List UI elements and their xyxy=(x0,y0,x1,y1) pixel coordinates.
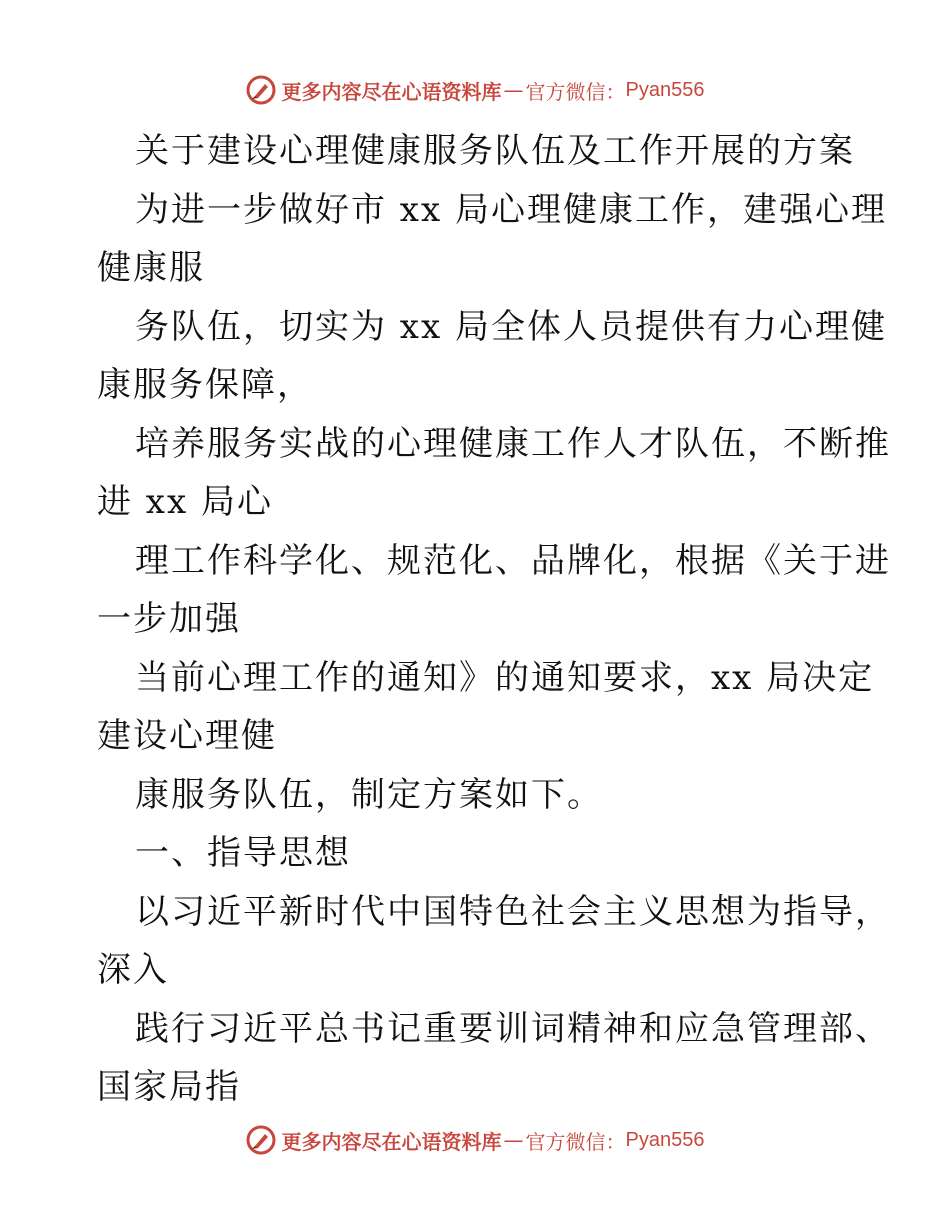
paragraph-line: 务队伍，切实为 xx 局全体人员提供有力心理健 xyxy=(135,306,887,347)
banner-dash: — xyxy=(503,78,524,102)
banner-promo-text: 更多内容尽在心语资料库 xyxy=(281,79,502,104)
paragraph-line: 康服务保障， xyxy=(97,365,313,405)
paragraph-line: 当前心理工作的通知》的通知要求，xx 局决定 xyxy=(135,657,875,698)
paragraph-line: 进 xx 局心 xyxy=(97,482,273,522)
paragraph-line: 以习近平新时代中国特色社会主义思想为指导， xyxy=(135,891,891,932)
document-title: 关于建设心理健康服务队伍及工作开展的方案 xyxy=(135,131,855,171)
document-body xyxy=(97,122,891,1117)
paragraph-line: 国家局指 xyxy=(97,1067,241,1107)
banner-wechat-id: Pyan556 xyxy=(625,78,705,101)
paragraph-line: 理工作科学化、规范化、品牌化，根据《关于进 xyxy=(135,540,891,581)
paragraph-line: 健康服 xyxy=(97,248,205,288)
section-heading: 一、指导思想 xyxy=(135,833,351,873)
pen-nib-logo-icon xyxy=(246,75,276,105)
paragraph-line: 一步加强 xyxy=(97,599,241,639)
banner-dash: — xyxy=(503,1128,524,1152)
paragraph-line: 深入 xyxy=(97,950,169,990)
paragraph-line: 践行习近平总书记重要训词精神和应急管理部、 xyxy=(135,1008,891,1049)
banner-promo-text: 更多内容尽在心语资料库 xyxy=(281,1129,502,1154)
paragraph-line: 建设心理健 xyxy=(97,716,277,756)
banner-wechat-id: Pyan556 xyxy=(625,1128,705,1151)
header-banner xyxy=(0,70,950,110)
paragraph-line: 康服务队伍，制定方案如下。 xyxy=(135,774,603,815)
banner-wechat-label: 官方微信： xyxy=(525,1129,626,1154)
footer-banner xyxy=(0,1120,950,1160)
paragraph-line: 培养服务实战的心理健康工作人才队伍，不断推 xyxy=(135,423,891,464)
pen-nib-logo-icon xyxy=(246,1125,276,1155)
paragraph-line: 为进一步做好市 xx 局心理健康工作，建强心理 xyxy=(135,189,887,230)
banner-wechat-label: 官方微信： xyxy=(525,79,626,104)
